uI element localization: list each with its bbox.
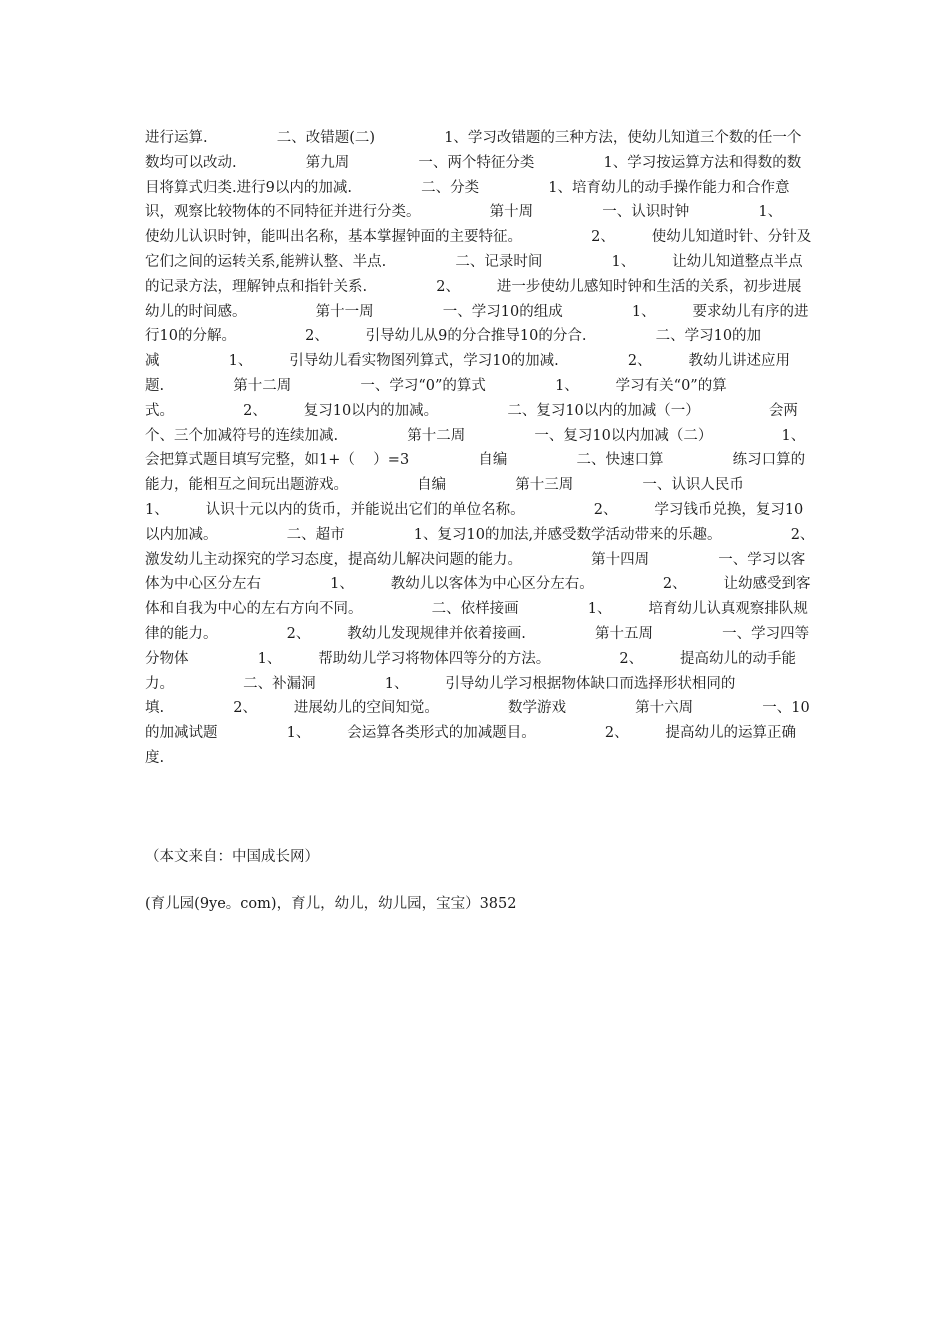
document-page xyxy=(145,126,820,771)
body-paragraph: 进行运算. 二、改错题(二) 1、学习改错题的三种方法，使幼儿知道三个数的任一个数均可以改动. 第九周 一、两个特征分类 1、学习按运算方法和得数的数目将算式归类.进行9以内的加减. 二、分类 1、培育幼儿的动手操作能力和合作意识，观察比较物体的不同特征并进行分类。 第十周 一、认识时钟 1、 使幼儿认识时钟，能叫出名称，基本掌握钟面的主要特征。 2、 使幼儿知道时针、分针及它们之间的运转关系,能辨认整、半点. 二、记录时间 1、 让幼儿知道整点半点的记录方法，理解钟点和指针关系. 2、 进一步使幼儿感知时钟和生活的关系，初步进展幼儿的时间感。 第十一周 一、学习10的组成 1、 要求幼儿有序的进行10的分解。 2、 引导幼儿从9的分合推导10的分合. 二、学习10的加减 1、 引导幼儿看实物图列算式，学习10的加减. 2、 教幼儿讲述应用题. 第十二周 一、学习“0”的算式 1、 学习有关“0”的算式。 2、 复习10以内的加减。 二、复习10以内的加减（一） 会两个、三个加减符号的连续加减. 第十二周 一、复习10以内加减（二） 1、会把算式题目填写完整，如1+（ ）=3 自编 二、快速口算 练习口算的能力，能相互之间玩出题游戏。 自编 第十三周 一、认识人民币 1、 认识十元以内的货币，并能说出它们的单位名称。 2、 学习钱币兑换，复习10以内加减。 二、超市 1、复习10的加法,并感受数学活动带来的乐趣。 2、激发幼儿主动探究的学习态度，提高幼儿解决问题的能力。 第十四周 一、学习以客体为中心区分左右 1、 教幼儿以客体为中心区分左右。 2、 让幼感受到客体和自我为中心的左右方向不同。 二、依样接画 1、 培育幼儿认真观察排队规律的能力。 2、 教幼儿发现规律并依着接画. 第十五周 一、学习四等分物体 1、 帮助幼儿学习将物体四等分的方法。 2、 提高幼儿的动手能力。 二、补漏洞 1、 引导幼儿学习根据物体缺口而选择形状相同的填. 2、 进展幼儿的空间知觉。 数学游戏 第十六周 一、10的加减试题 1、 会运算各类形式的加减题目。 2、 提高幼儿的运算正确度. xyxy=(145,130,820,766)
source-note: （本文来自：中国成长网） xyxy=(145,849,319,865)
footer-note: (育儿园(9ye。com)，育儿，幼儿，幼儿园，宝宝）3852 xyxy=(145,896,517,912)
